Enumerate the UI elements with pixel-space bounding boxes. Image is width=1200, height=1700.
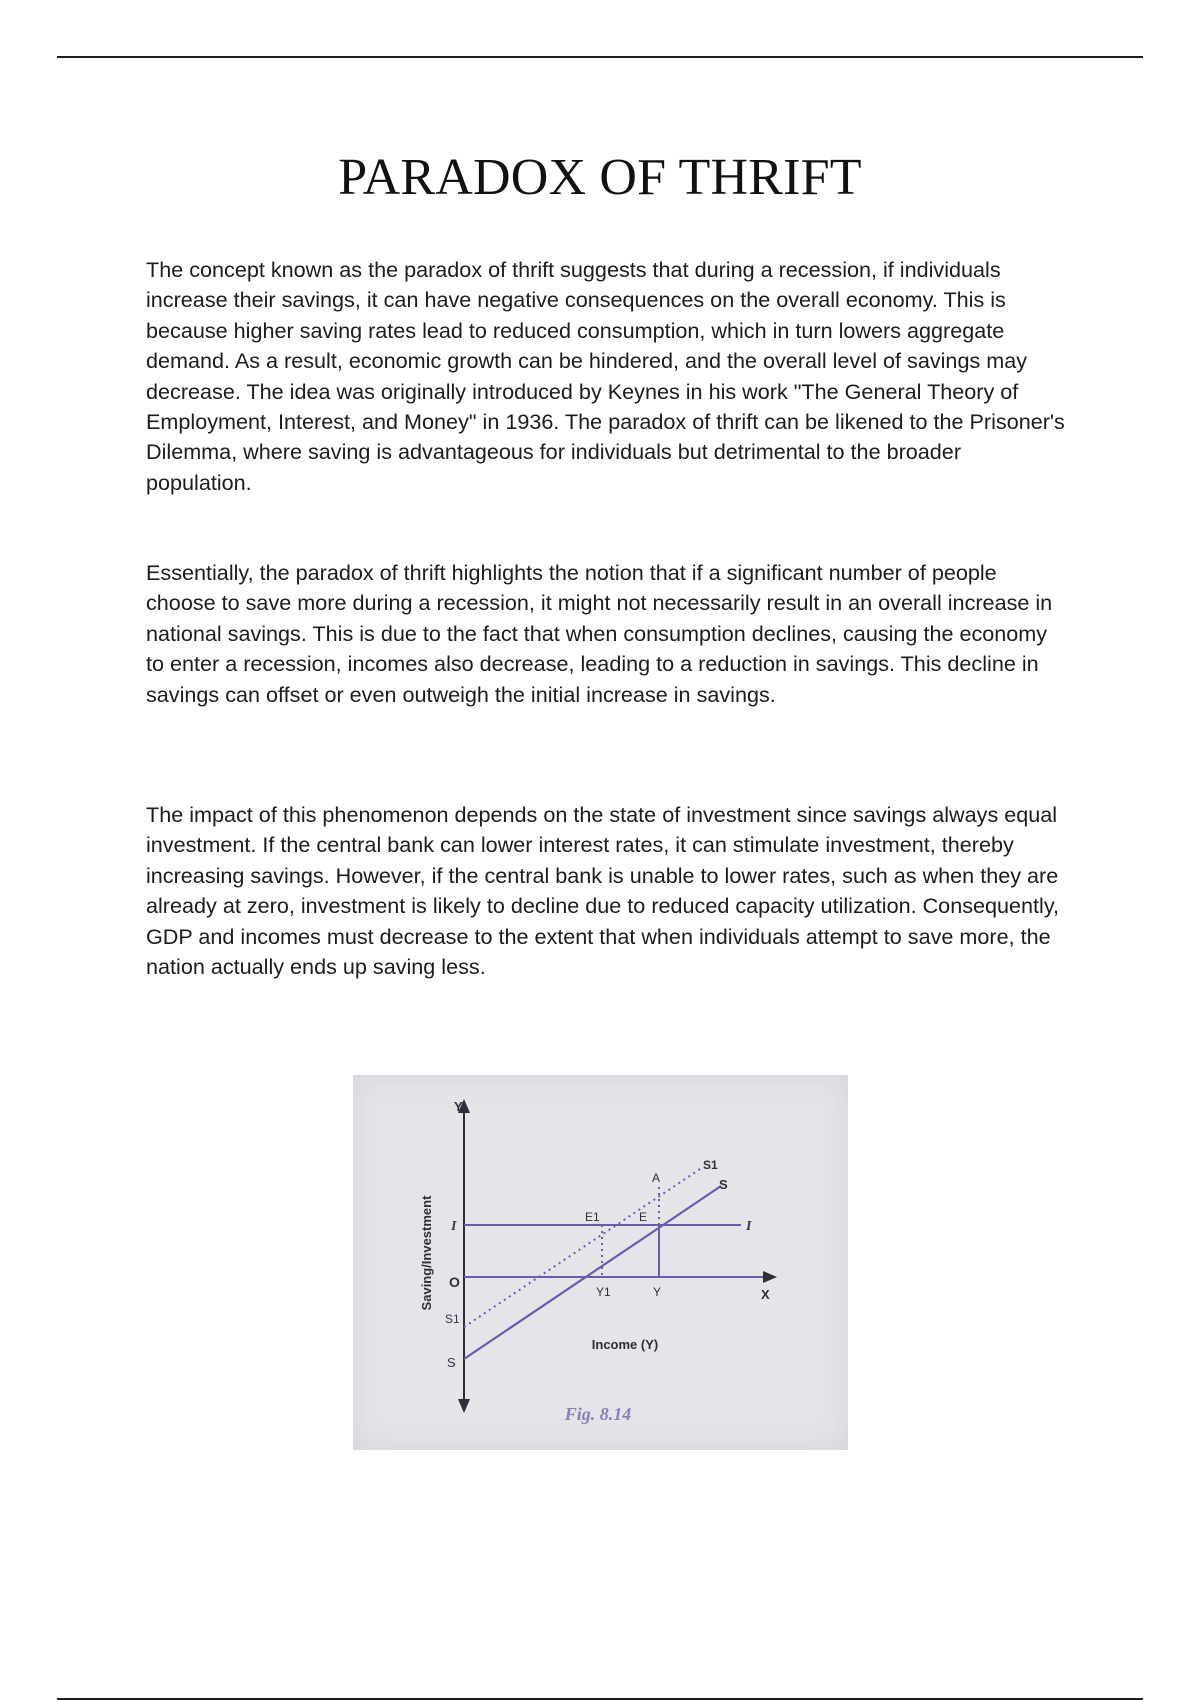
s1-intercept-label: S1: [445, 1312, 460, 1326]
paragraph-essence: Essentially, the paradox of thrift highlights the notion that if a significant number of people choose to save more during a recession, it might not necessarily result in an overall increase in national savings. This is due to the fact that when consumption declines, causing the economy to enter a recession, incomes also decrease, leading to a reduction in savings. This decline in savings can offset or even outweigh the initial increase in savings.: [146, 560, 1053, 707]
income-y-label: Y: [653, 1285, 662, 1299]
point-a-label: A: [652, 1171, 661, 1185]
y-axis-arrow-down: [458, 1399, 470, 1413]
page-title: PARADOX OF THRIFT: [338, 149, 862, 206]
investment-label-left: I: [451, 1219, 457, 1234]
saving-curve-s1: [464, 1167, 703, 1327]
y-axis-letter: Y: [454, 1099, 463, 1114]
origin-label: O: [449, 1274, 460, 1290]
income-y1-label: Y1: [596, 1285, 611, 1299]
s1-curve-label: S1: [703, 1158, 718, 1172]
saving-investment-diagram: [353, 1075, 848, 1450]
point-e-label: E: [639, 1210, 648, 1224]
s-intercept-label: S: [447, 1355, 456, 1370]
x-axis-arrow: [763, 1271, 777, 1283]
paradox-of-thrift-figure: [353, 1075, 848, 1450]
paragraph-impact: The impact of this phenomenon depends on the state of investment since savings always equal investment. If the central bank can lower interest rates, it can stimulate investment, thereby increasing savings. However, if the central bank is unable to lower rates, such as when they are already at zero, investment is likely to decline due to reduced capacity utilization. Consequently, GDP and incomes must decrease to the extent that when individuals attempt to save more, the nation actually ends up saving less.: [146, 802, 1060, 980]
y-axis-title: Saving/Investment: [419, 1195, 434, 1311]
x-axis-title: Income (Y): [591, 1337, 659, 1352]
paragraph-intro: The concept known as the paradox of thrift suggests that during a recession, if individuals increase their savings, it can have negative consequences on the overall economy. This is because higher saving rates lead to reduced consumption, which in turn lowers aggregate demand. As a result, economic growth can be hindered, and the overall level of savings may decrease. The idea was originally introduced by Keynes in his work "The General Theory of Employment, Interest, and Money" in 1936. The paradox of thrift can be likened to the Prisoner's Dilemma, where saving is advantageous for individuals but detrimental to the broader population.: [146, 257, 1065, 495]
x-axis-letter: X: [761, 1287, 770, 1302]
point-e1-label: E1: [585, 1210, 600, 1224]
top-rule: [57, 56, 1143, 58]
figure-caption: Fig. 8.14: [564, 1404, 632, 1424]
investment-label-right: I: [746, 1219, 752, 1234]
s-curve-label: S: [719, 1177, 728, 1192]
